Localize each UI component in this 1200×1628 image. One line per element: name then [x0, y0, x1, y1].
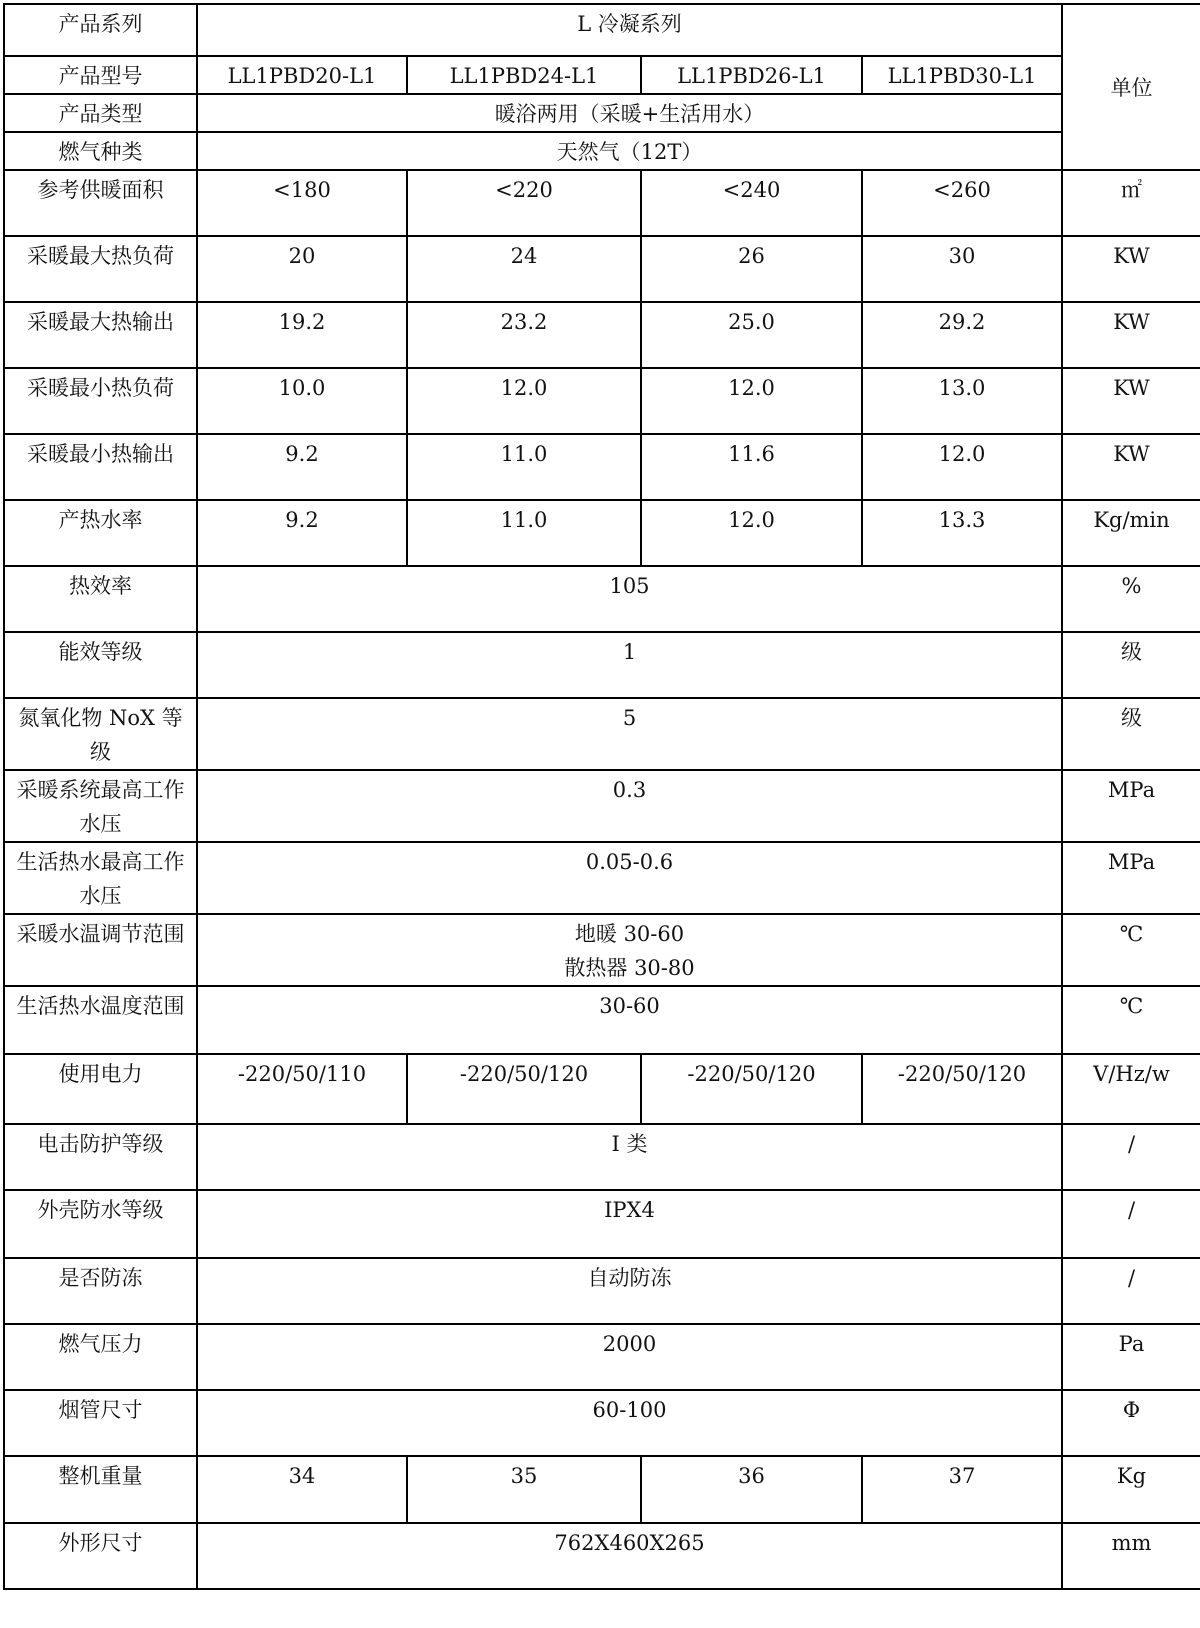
row-label: 燃气压力 — [4, 1324, 197, 1390]
row-label: 产热水率 — [4, 500, 197, 566]
value-cell: 11.0 — [407, 500, 641, 566]
table-row — [4, 500, 1200, 566]
unit-cell: % — [1062, 566, 1200, 632]
unit-cell: 级 — [1062, 698, 1200, 770]
value-cell-merged: 60-100 — [197, 1390, 1062, 1456]
unit-cell: Kg/min — [1062, 500, 1200, 566]
value-cell: 37 — [862, 1456, 1062, 1523]
value-cell: 25.0 — [641, 302, 862, 368]
value-cell: 23.2 — [407, 302, 641, 368]
value-cell: 11.6 — [641, 434, 862, 500]
row-label: 采暖最大热输出 — [4, 302, 197, 368]
row-label: 能效等级 — [4, 632, 197, 698]
value-cell: 36 — [641, 1456, 862, 1523]
row-label: 采暖最小热负荷 — [4, 368, 197, 434]
value-cell: <220 — [407, 170, 641, 236]
unit-cell: Pa — [1062, 1324, 1200, 1390]
gas-label: 燃气种类 — [4, 132, 197, 170]
value-cell-merged: 30-60 — [197, 986, 1062, 1054]
gas-value: 天然气（12T） — [197, 132, 1062, 170]
value-cell: 35 — [407, 1456, 641, 1523]
table-row — [4, 1054, 1200, 1124]
row-label: 电击防护等级 — [4, 1124, 197, 1190]
unit-cell: ㎡ — [1062, 170, 1200, 236]
unit-cell: MPa — [1062, 842, 1200, 914]
series-row — [4, 4, 1200, 56]
value-cell: 19.2 — [197, 302, 407, 368]
table-row — [4, 842, 1200, 914]
table-row — [4, 986, 1200, 1054]
value-cell: 29.2 — [862, 302, 1062, 368]
row-label: 是否防冻 — [4, 1258, 197, 1324]
value-cell: 13.0 — [862, 368, 1062, 434]
value-cell-merged: 0.3 — [197, 770, 1062, 842]
unit-header: 单位 — [1062, 4, 1200, 170]
table-row — [4, 632, 1200, 698]
value-cell-merged: 0.05-0.6 — [197, 842, 1062, 914]
unit-cell: MPa — [1062, 770, 1200, 842]
row-label: 生活热水温度范围 — [4, 986, 197, 1054]
value-cell: 9.2 — [197, 434, 407, 500]
unit-cell: V/Hz/w — [1062, 1054, 1200, 1124]
row-label: 生活热水最高工作水压 — [4, 842, 197, 914]
row-label: 采暖最大热负荷 — [4, 236, 197, 302]
value-cell: -220/50/110 — [197, 1054, 407, 1124]
unit-cell: KW — [1062, 368, 1200, 434]
unit-cell: / — [1062, 1258, 1200, 1324]
type-label: 产品类型 — [4, 94, 197, 132]
row-label: 整机重量 — [4, 1456, 197, 1523]
row-label: 烟管尺寸 — [4, 1390, 197, 1456]
value-cell-merged: 2000 — [197, 1324, 1062, 1390]
value-cell: 26 — [641, 236, 862, 302]
table-row — [4, 1456, 1200, 1523]
unit-cell: KW — [1062, 434, 1200, 500]
value-cell: -220/50/120 — [641, 1054, 862, 1124]
value-cell: -220/50/120 — [407, 1054, 641, 1124]
table-row — [4, 1190, 1200, 1258]
unit-cell: / — [1062, 1124, 1200, 1190]
row-label: 采暖水温调节范围 — [4, 914, 197, 986]
model-cell: LL1PBD30-L1 — [862, 56, 1062, 94]
row-label: 采暖系统最高工作水压 — [4, 770, 197, 842]
row-label: 外形尺寸 — [4, 1523, 197, 1589]
table-row — [4, 170, 1200, 236]
gas-row — [4, 132, 1200, 170]
value-cell: 12.0 — [641, 500, 862, 566]
value-cell: 13.3 — [862, 500, 1062, 566]
table-row — [4, 1523, 1200, 1589]
row-label: 参考供暖面积 — [4, 170, 197, 236]
row-label: 外壳防水等级 — [4, 1190, 197, 1258]
spec-table — [3, 3, 1200, 1590]
series-label: 产品系列 — [4, 4, 197, 56]
model-row — [4, 56, 1200, 94]
unit-cell: 级 — [1062, 632, 1200, 698]
value-cell-merged: 自动防冻 — [197, 1258, 1062, 1324]
value-cell: <180 — [197, 170, 407, 236]
value-cell: <260 — [862, 170, 1062, 236]
value-cell: 12.0 — [862, 434, 1062, 500]
value-cell-merged: 5 — [197, 698, 1062, 770]
value-cell: -220/50/120 — [862, 1054, 1062, 1124]
table-row — [4, 236, 1200, 302]
table-row — [4, 1124, 1200, 1190]
model-label: 产品型号 — [4, 56, 197, 94]
row-label: 使用电力 — [4, 1054, 197, 1124]
table-row — [4, 770, 1200, 842]
table-row — [4, 914, 1200, 986]
value-cell-merged: IPX4 — [197, 1190, 1062, 1258]
model-cell: LL1PBD20-L1 — [197, 56, 407, 94]
table-row — [4, 1258, 1200, 1324]
value-cell: 9.2 — [197, 500, 407, 566]
value-cell-merged: 1 — [197, 632, 1062, 698]
unit-cell: / — [1062, 1190, 1200, 1258]
value-cell-merged: I 类 — [197, 1124, 1062, 1190]
value-cell: 10.0 — [197, 368, 407, 434]
table-row — [4, 302, 1200, 368]
unit-cell: Kg — [1062, 1456, 1200, 1523]
value-cell: 30 — [862, 236, 1062, 302]
row-label: 氮氧化物 NoX 等级 — [4, 698, 197, 770]
model-cell: LL1PBD26-L1 — [641, 56, 862, 94]
value-cell: 12.0 — [407, 368, 641, 434]
unit-cell: KW — [1062, 302, 1200, 368]
table-row — [4, 434, 1200, 500]
value-cell: 12.0 — [641, 368, 862, 434]
value-cell: 34 — [197, 1456, 407, 1523]
row-label: 采暖最小热输出 — [4, 434, 197, 500]
table-row — [4, 566, 1200, 632]
type-row — [4, 94, 1200, 132]
unit-cell: ℃ — [1062, 986, 1200, 1054]
series-value: L 冷凝系列 — [197, 4, 1062, 56]
unit-cell: KW — [1062, 236, 1200, 302]
value-cell: <240 — [641, 170, 862, 236]
table-row — [4, 1390, 1200, 1456]
table-row — [4, 1324, 1200, 1390]
unit-cell: mm — [1062, 1523, 1200, 1589]
value-cell-merged: 105 — [197, 566, 1062, 632]
row-label: 热效率 — [4, 566, 197, 632]
model-cell: LL1PBD24-L1 — [407, 56, 641, 94]
value-cell-merged: 762X460X265 — [197, 1523, 1062, 1589]
value-cell-merged: 地暖 30-60 散热器 30-80 — [197, 914, 1062, 986]
value-cell: 11.0 — [407, 434, 641, 500]
unit-cell: Φ — [1062, 1390, 1200, 1456]
type-value: 暖浴两用（采暖+生活用水） — [197, 94, 1062, 132]
value-cell: 20 — [197, 236, 407, 302]
value-cell: 24 — [407, 236, 641, 302]
unit-cell: ℃ — [1062, 914, 1200, 986]
table-row — [4, 698, 1200, 770]
table-row — [4, 368, 1200, 434]
